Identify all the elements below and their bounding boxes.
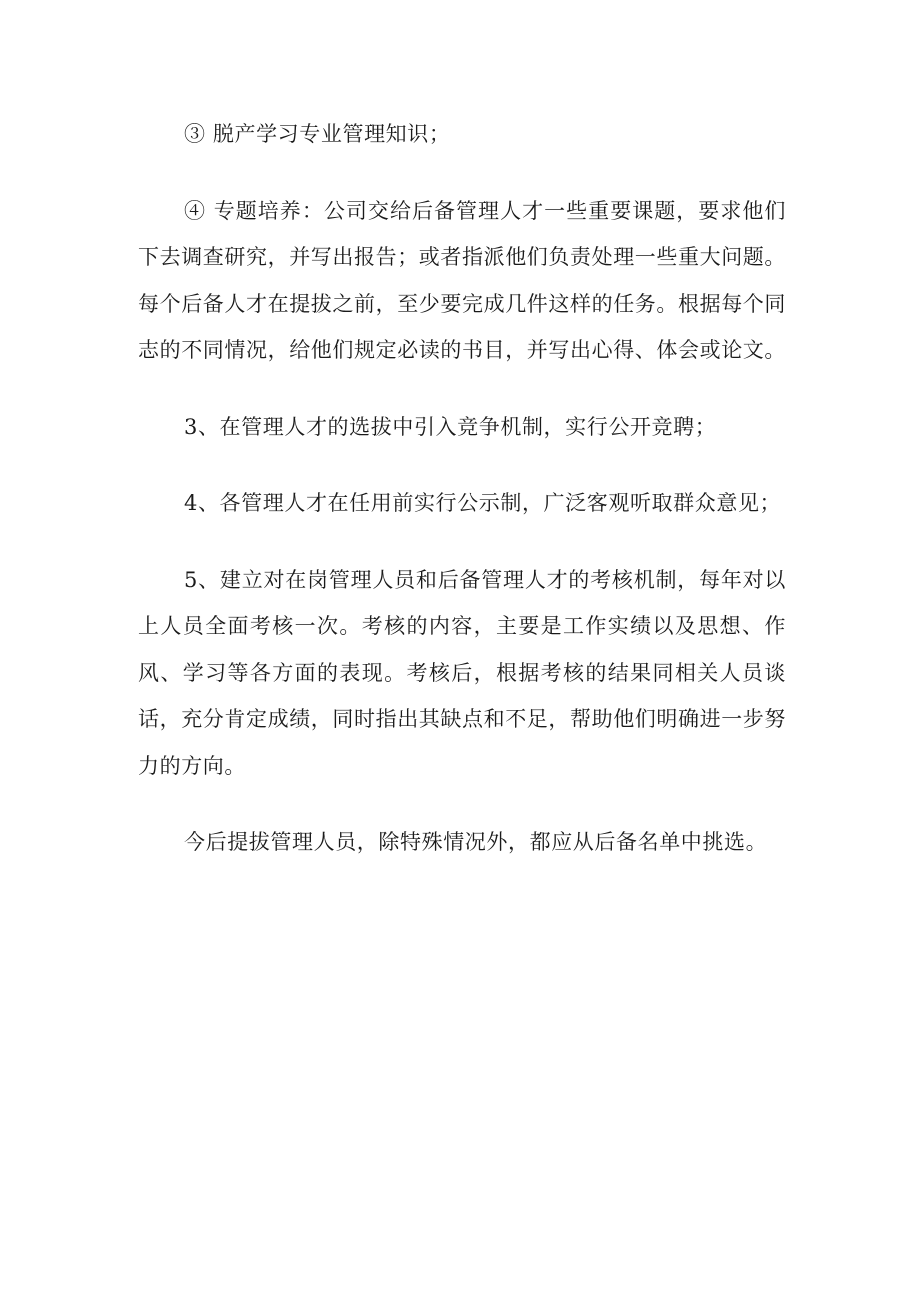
paragraph-gap <box>138 527 786 557</box>
paragraph-gap <box>138 450 786 480</box>
paragraph-public-notice: 4、各管理人才在任用前实行公示制，广泛客观听取群众意见； <box>184 491 782 515</box>
paragraph-special-training: ④ 专题培养：公司交给后备管理人才一些重要课题，要求他们下去调查研究，并写出报告；或者指派他们负责处理一些重大问题。每个后备人才在提拔之前，至少要完成几件这样的任务。根据每个同志的不同情况，给他们规定必读的书目，并写出心得、体会或论文。 <box>138 198 786 362</box>
paragraph-study-management: ③ 脱产学习专业管理知识； <box>184 122 451 146</box>
paragraph-gap <box>138 158 786 188</box>
paragraph-gap <box>138 374 786 404</box>
paragraph-promotion: 今后提拔管理人员，除特殊情况外，都应从后备名单中挑选。 <box>184 830 768 854</box>
paragraph-gap <box>138 789 786 819</box>
paragraph-competition: 3、在管理人才的选拔中引入竞争机制，实行公开竞聘； <box>184 414 717 439</box>
paragraph-assessment: 5、建立对在岗管理人员和后备管理人才的考核机制，每年对以上人员全面考核一次。考核的内容，主要是工作实绩以及思想、作风、学习等各方面的表现。考核后，根据考核的结果同相关人员谈话，充分肯定成绩，同时指出其缺点和不足，帮助他们明确进一步努力的方向。 <box>138 567 786 778</box>
document-body <box>138 111 786 866</box>
